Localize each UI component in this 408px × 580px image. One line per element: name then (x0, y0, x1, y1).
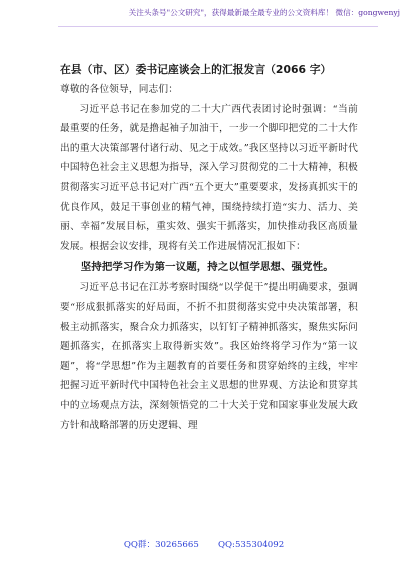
salutation: 尊敬的各位领导，同志们： (60, 84, 179, 95)
footer-qq-group: QQ群：30265665 (123, 540, 199, 550)
footer-qq-number: QQ:535304092 (217, 540, 285, 550)
footer-contact (0, 539, 408, 551)
section-heading-1: 坚持把学习作为第一议题，持之以恒学思想、强党性。 (80, 261, 334, 274)
header-divider (58, 26, 378, 27)
header-promo-note: 关注头条号"公文研究"，获得最新最全最专业的公文资料库！ 微信：gongwenyj (128, 8, 400, 17)
paragraph-study: 习近平总书记在江苏考察时围绕“以学促干”提出明确要求，强调要“形成狠抓落实的好局面，不折不扣贯彻落实党中央决策部署，积极主动抓落实，聚合众力抓落实，以钉钉子精神抓落实，聚焦实际问题抓落实，在抓落实上取得新实效”。我区始终将学习作为“第一议题”，将“学思想”作为主题教育的首要任务和贯穿始终的主线，牢牢把握习近平新时代中国特色社会主义思想的世界观、方法论和贯穿其中的立场观点方法，深刻领悟党的二十大关于党和国家事业发展大政方针和战略部署的历史逻辑、理 (60, 282, 358, 431)
document-title: 在县（市、区）委书记座谈会上的汇报发言（2066 字） (60, 63, 332, 76)
document-body (60, 80, 358, 435)
paragraph-intro: 习近平总书记在参加党的二十大广西代表团讨论时强调：“当前最重要的任务，就是撸起袖子加油干，一步一个脚印把党的二十大作出的重大决策部署付诸行动、见之于成效。”我区坚持以习近平新时代中国特色社会主义思想为指导，深入学习贯彻党的二十大精神，积极贯彻落实习近平总书记对广西“五个更大”重要要求，发扬真抓实干的优良作风，鼓足干事创业的精气神，围绕持续打造“实力、活力、美丽、幸福”发展目标，重实效、强实干抓落实，加快推动我区高质量发展。根据会议安排，现将有关工作进展情况汇报如下： (60, 103, 358, 252)
